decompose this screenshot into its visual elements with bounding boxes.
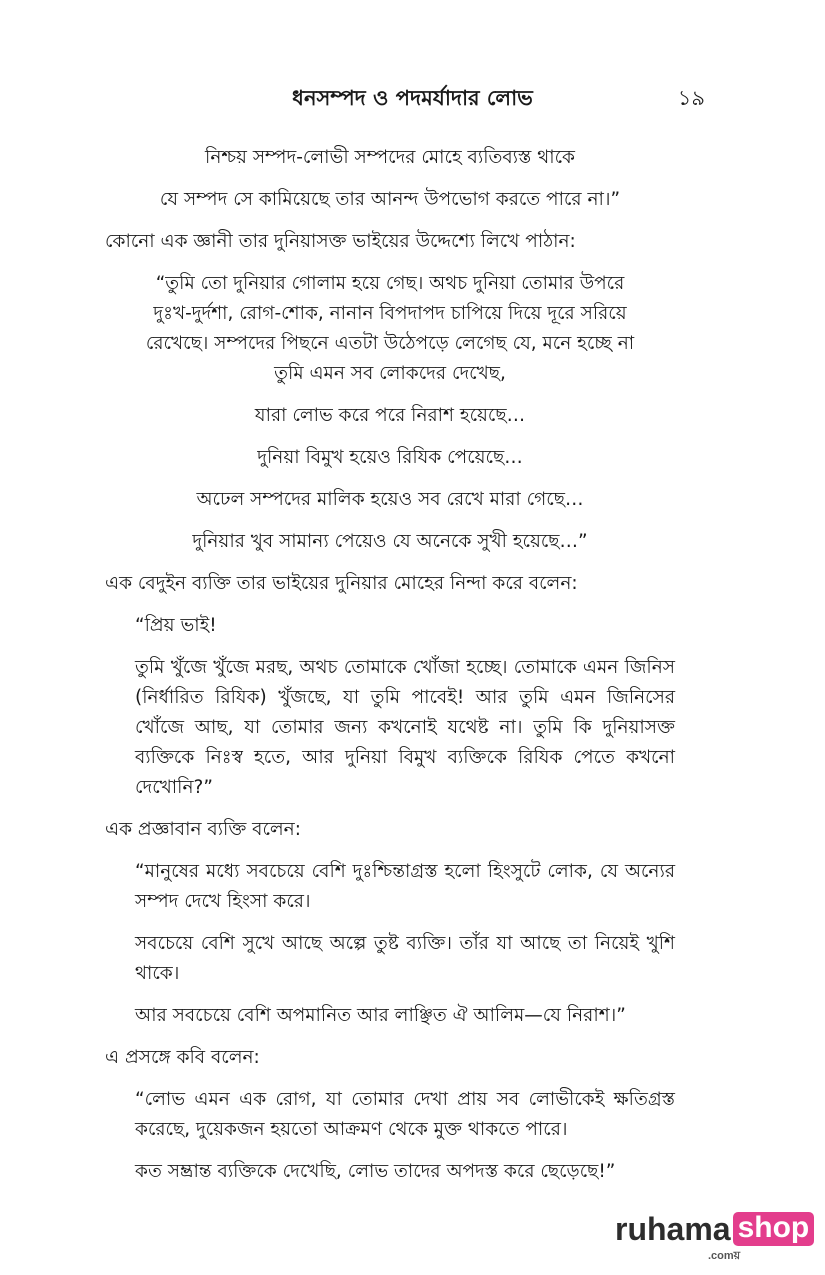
- verse-line: যে সম্পদ সে কামিয়েছে তার আনন্দ উপভোগ করতে পারে না।”: [159, 189, 621, 210]
- verse-line: যারা লোভ করে পরে নিরাশ হয়েছে…: [254, 405, 526, 426]
- quote-block: “তুমি তো দুনিয়ার গোলাম হয়ে গেছ। অথচ দুনিয়া তোমার উপরে দুঃখ-দুর্দশা, রোগ-শোক, নানান বিপদাপদ চাপিয়ে দিয়ে দূরে সরিয়ে রেখেছে। সম্পদের পিছনে এতটা উঠেপড়ে লেগেছ যে, মনে হচ্ছে না তুমি এমন সব লোকদের দেখেছ,: [145, 273, 635, 384]
- page-header-title: ধনসম্পদ ও পদমর্যাদার লোভ: [292, 86, 533, 110]
- paragraph: কোনো এক জ্ঞানী তার দুনিয়াসক্ত ভাইয়ের উদ্দেশ্যে লিখে পাঠান:: [105, 231, 576, 252]
- verse-line: নিশ্চয় সম্পদ-লোভী সম্পদের মোহে ব্যতিব্যস্ত থাকে: [205, 147, 575, 168]
- quote-block: তুমি খুঁজে খুঁজে মরছ, অথচ তোমাকে খোঁজা হচ্ছে। তোমাকে এমন জিনিস (নির্ধারিত রিযিক) খুঁজছে, যা তুমি পাবেই! আর তুমি এমন জিনিসের খোঁজে আছ, যা তোমার জন্য কখনোই যথেষ্ট না। তুমি কি দুনিয়াসক্ত ব্যক্তিকে নিঃস্ব হতে, আর দুনিয়া বিমুখ ব্যক্তিকে রিযিক পেতে কখনো দেখোনি?”: [135, 657, 675, 798]
- quote-block: “মানুষের মধ্যে সবচেয়ে বেশি দুঃশ্চিন্তাগ্রস্ত হলো হিংসুটে লোক, যে অন্যের সম্পদ দেখে হিংসা করে।: [135, 861, 675, 912]
- quote-block: আর সবচেয়ে বেশি অপমানিত আর লাঞ্ছিত ঐ আলিম—যে নিরাশ।”: [135, 1005, 626, 1026]
- paragraph: এক বেদুইন ব্যক্তি তার ভাইয়ের দুনিয়ার মোহের নিন্দা করে বলেন:: [105, 573, 578, 594]
- page-body: [105, 143, 675, 1199]
- quote-block: কত সম্ভ্রান্ত ব্যক্তিকে দেখেছি, লোভ তাদের অপদস্ত করে ছেড়েছে!”: [135, 1161, 616, 1182]
- logo-domain-text: .comয়: [708, 1250, 741, 1262]
- verse-line: অঢেল সম্পদের মালিক হয়েও সব রেখে মারা গেছে…: [196, 489, 584, 510]
- paragraph: এক প্রজ্ঞাবান ব্যক্তি বলেন:: [105, 819, 301, 840]
- verse-line: দুনিয়ার খুব সামান্য পেয়েও যে অনেকে সুখী হয়েছে…”: [192, 531, 588, 552]
- quote-block: সবচেয়ে বেশি সুখে আছে অল্পে তুষ্ট ব্যক্তি। তাঁর যা আছে তা নিয়েই খুশি থাকে।: [135, 933, 675, 984]
- paragraph: এ প্রসঙ্গে কবি বলেন:: [105, 1047, 260, 1068]
- quote-block: “লোভ এমন এক রোগ, যা তোমার দেখা প্রায় সব লোভীকেই ক্ষতিগ্রস্ত করেছে, দুয়েকজন হয়তো আক্রমণ থেকে মুক্ত থাকতে পারে।: [135, 1089, 675, 1140]
- page-number: ১৯: [677, 86, 705, 110]
- verse-line: দুনিয়া বিমুখ হয়েও রিযিক পেয়েছে…: [257, 447, 523, 468]
- quote-block: “প্রিয় ভাই!: [135, 615, 217, 636]
- ruhamashop-logo: [615, 1212, 814, 1246]
- logo-text-ruhama: ruhama: [615, 1211, 731, 1247]
- logo-text-shop: shop: [733, 1212, 815, 1246]
